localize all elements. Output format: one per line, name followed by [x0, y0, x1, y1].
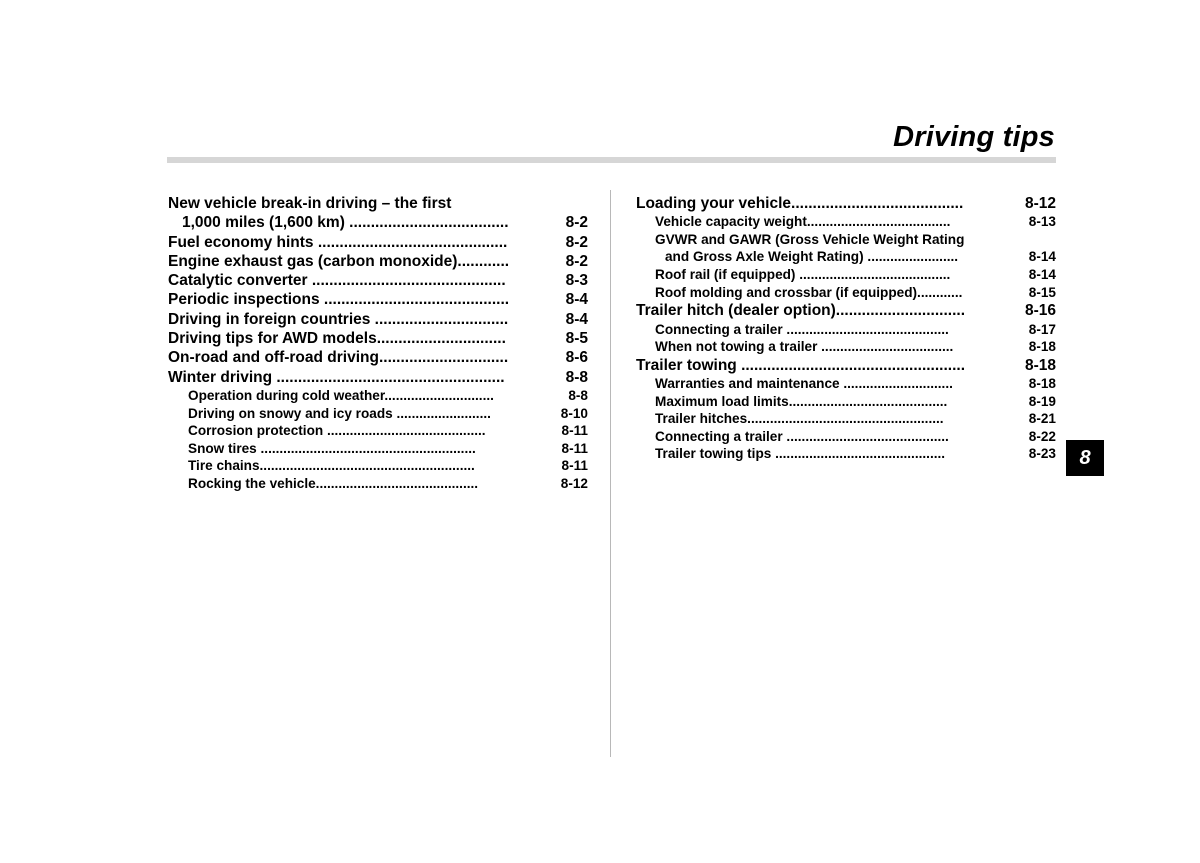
toc-entry-text: Driving in foreign countries ............................... [168, 310, 509, 328]
toc-page-number: 8-12 [1019, 194, 1056, 213]
toc-entry[interactable] [636, 284, 1056, 302]
toc-entry-text: Vehicle capacity weight...................................... [655, 214, 951, 230]
toc-entry-text: Winter driving ..................................................... [168, 368, 505, 386]
toc-page-number: 8-4 [560, 310, 588, 329]
toc-entry[interactable] [168, 194, 588, 233]
toc-entry-text: Snow tires ......................................................... [188, 440, 476, 456]
toc-page-number: 8-8 [562, 387, 588, 405]
toc-entry-text: Roof molding and crossbar (if equipped)............ [655, 284, 963, 300]
toc-entry[interactable] [636, 393, 1056, 411]
toc-page-number: 8-17 [1023, 321, 1056, 339]
toc-entry[interactable] [168, 422, 588, 440]
toc-entry[interactable] [636, 266, 1056, 284]
toc-page-number: 8-18 [1023, 338, 1056, 356]
toc-page-number: 8-13 [1023, 213, 1056, 231]
toc-page-number: 8-8 [560, 368, 588, 387]
toc-entry[interactable] [168, 405, 588, 423]
toc-entry-text: 1,000 miles (1,600 km) ..................................... [182, 214, 509, 232]
toc-page-number: 8-2 [560, 252, 588, 271]
toc-entry-text: and Gross Axle Weight Rating) ........................ [665, 249, 959, 265]
toc-entry[interactable] [636, 213, 1056, 231]
chapter-tab[interactable]: 8 [1066, 440, 1104, 476]
toc-entry[interactable] [168, 271, 588, 290]
toc-entry-text: Trailer towing tips ............................................. [655, 446, 946, 462]
toc-right-column [636, 194, 1056, 463]
toc-page-number: 8-4 [560, 290, 588, 309]
toc-entry-text: Loading your vehicle........................................ [636, 195, 964, 212]
toc-page-number: 8-15 [1023, 284, 1056, 302]
toc-page-number: 8-3 [560, 271, 588, 290]
toc-page-number: 8-16 [1019, 301, 1056, 320]
toc-entry-text: New vehicle break-in driving – the first [168, 195, 452, 212]
page-title: Driving tips [893, 121, 1055, 153]
toc-entry[interactable] [636, 410, 1056, 428]
toc-entry[interactable] [168, 233, 588, 252]
toc-entry[interactable] [168, 475, 588, 493]
toc-page-number: 8-14 [1023, 248, 1056, 266]
toc-entry-text: Corrosion protection .......................................... [188, 423, 486, 439]
toc-entry-text: Warranties and maintenance ............................. [655, 376, 953, 392]
toc-entry[interactable] [168, 290, 588, 309]
toc-page-number: 8-11 [556, 457, 588, 475]
column-divider [610, 190, 611, 757]
toc-page-number: 8-11 [556, 422, 588, 440]
toc-entry[interactable] [168, 348, 588, 367]
toc-page-number: 8-18 [1019, 356, 1056, 375]
toc-entry[interactable] [168, 329, 588, 348]
toc-entry[interactable] [168, 440, 588, 458]
toc-entry[interactable] [636, 194, 1056, 213]
toc-entry[interactable] [168, 252, 588, 271]
toc-entry-text: Driving tips for AWD models.............................. [168, 330, 506, 348]
toc-entry[interactable] [168, 310, 588, 329]
title-rule [167, 157, 1056, 163]
toc-entry[interactable] [168, 387, 588, 405]
toc-page-number: 8-5 [560, 329, 588, 348]
toc-entry-text: Engine exhaust gas (carbon monoxide)............ [168, 252, 510, 270]
toc-page-number: 8-23 [1023, 445, 1056, 463]
toc-page-number: 8-19 [1023, 393, 1056, 411]
toc-entry-text: Periodic inspections ........................................... [168, 291, 510, 309]
toc-entry[interactable] [636, 231, 1056, 266]
toc-page-number: 8-2 [560, 213, 588, 232]
toc-entry-text: Trailer towing .................................................... [636, 356, 966, 374]
toc-entry[interactable] [636, 338, 1056, 356]
toc-page-number: 8-22 [1023, 428, 1056, 446]
toc-entry-text: Roof rail (if equipped) ........................................ [655, 267, 951, 283]
toc-entry-text: Driving on snowy and icy roads ......................... [188, 405, 491, 421]
toc-entry[interactable] [636, 356, 1056, 375]
toc-entry-text: Operation during cold weather............................. [188, 387, 494, 403]
toc-entry-text: GVWR and GAWR (Gross Vehicle Weight Rating [655, 231, 965, 247]
toc-page-number: 8-2 [560, 233, 588, 252]
toc-entry-text: Trailer hitch (dealer option).............................. [636, 302, 965, 320]
toc-entry-text: Catalytic converter ............................................. [168, 272, 506, 290]
toc-page-number: 8-21 [1023, 410, 1056, 428]
toc-entry-text: Trailer hitches.................................................... [655, 411, 944, 427]
toc-page-number: 8-6 [560, 348, 588, 367]
toc-left-column [168, 194, 588, 493]
toc-entry-text: Connecting a trailer ........................................... [655, 321, 949, 337]
toc-entry-text: Fuel economy hints ............................................ [168, 233, 508, 251]
toc-entry-text: Maximum load limits.......................................... [655, 393, 948, 409]
toc-entry[interactable] [636, 375, 1056, 393]
toc-entry-text: Rocking the vehicle........................................... [188, 475, 479, 491]
toc-page-number: 8-10 [555, 405, 588, 423]
toc-page-number: 8-12 [555, 475, 588, 493]
toc-entry[interactable] [168, 368, 588, 387]
toc-entry-text: When not towing a trailer ................................... [655, 339, 954, 355]
toc-entry-text: Tire chains......................................................... [188, 458, 475, 474]
toc-entry[interactable] [168, 457, 588, 475]
toc-entry-text: On-road and off-road driving.............................. [168, 349, 509, 367]
toc-entry[interactable] [636, 445, 1056, 463]
toc-entry-text: Connecting a trailer ........................................... [655, 428, 949, 444]
toc-entry[interactable] [636, 301, 1056, 320]
toc-page-number: 8-11 [556, 440, 588, 458]
toc-page-number: 8-14 [1023, 266, 1056, 284]
toc-entry[interactable] [636, 428, 1056, 446]
toc-entry[interactable] [636, 321, 1056, 339]
toc-page-number: 8-18 [1023, 375, 1056, 393]
